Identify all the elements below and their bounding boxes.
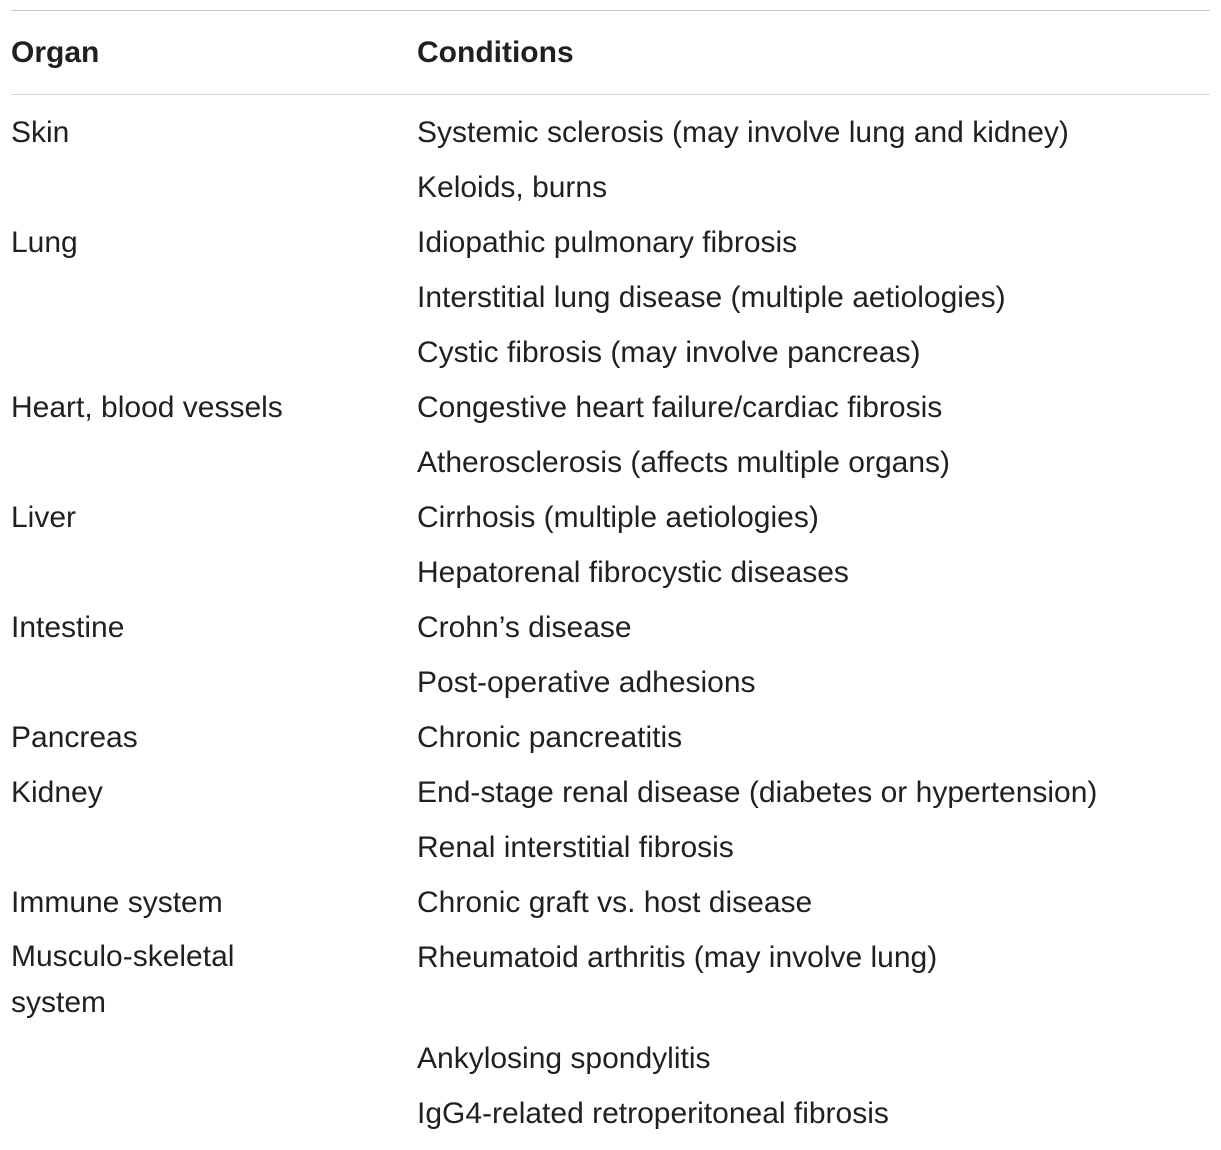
condition-item: Interstitial lung disease (multiple aetiologies) [417,280,1006,314]
organ-name: Lung [11,225,78,259]
organ-cell [11,930,417,1141]
organ-name: Intestine [11,610,125,644]
conditions-cell [417,490,1210,600]
table-header [11,11,1210,94]
organ-name: Heart, blood vessels [11,390,283,424]
organ-cell [11,215,417,380]
condition-item: Congestive heart failure/cardiac fibrosis [417,390,943,424]
organ-cell [11,105,417,215]
conditions-cell [417,710,1210,765]
condition-item: End-stage renal disease (diabetes or hypertension) [417,775,1098,809]
condition-item: Chronic graft vs. host disease [417,885,813,919]
organ-cell [11,490,417,600]
table-row [11,215,1210,380]
conditions-cell [417,215,1210,380]
table-row [11,765,1210,875]
condition-item: Atherosclerosis (affects multiple organs) [417,445,950,479]
table-row [11,710,1210,765]
condition-item: Systemic sclerosis (may involve lung and kidney) [417,115,1069,149]
conditions-cell [417,930,1210,1141]
condition-item: IgG4-related retroperitoneal fibrosis [417,1096,889,1130]
conditions-cell [417,875,1210,930]
conditions-cell [417,380,1210,490]
organ-cell [11,600,417,710]
condition-item: Chronic pancreatitis [417,720,683,754]
table-body [11,95,1210,1141]
condition-item: Idiopathic pulmonary fibrosis [417,225,798,259]
organ-conditions-table [11,10,1210,1141]
header-conditions: Conditions [417,35,574,69]
table-row [11,490,1210,600]
conditions-cell [417,600,1210,710]
organ-name: Pancreas [11,720,138,754]
conditions-cell [417,765,1210,875]
condition-item: Hepatorenal fibrocystic diseases [417,555,849,589]
table-row [11,600,1210,710]
condition-item: Rheumatoid arthritis (may involve lung) [417,940,938,974]
condition-item: Post-operative adhesions [417,665,756,699]
organ-cell [11,875,417,930]
header-organ: Organ [11,35,100,69]
condition-item: Renal interstitial fibrosis [417,830,734,864]
condition-item: Keloids, burns [417,170,608,204]
table-row [11,875,1210,930]
condition-item: Cystic fibrosis (may involve pancreas) [417,335,921,369]
table-row [11,930,1210,1141]
table-row [11,105,1210,215]
condition-item: Ankylosing spondylitis [417,1041,711,1075]
condition-item: Cirrhosis (multiple aetiologies) [417,500,819,534]
table-row [11,380,1210,490]
organ-name: Immune system [11,885,223,919]
organ-cell [11,710,417,765]
organ-name: Musculo-skeletal system [11,940,235,1019]
organ-name: Liver [11,500,77,534]
organ-name: Skin [11,115,70,149]
organ-cell [11,380,417,490]
spacer [417,985,1210,1031]
organ-cell [11,765,417,875]
conditions-cell [417,105,1210,215]
condition-item: Crohn’s disease [417,610,632,644]
organ-name: Kidney [11,775,103,809]
